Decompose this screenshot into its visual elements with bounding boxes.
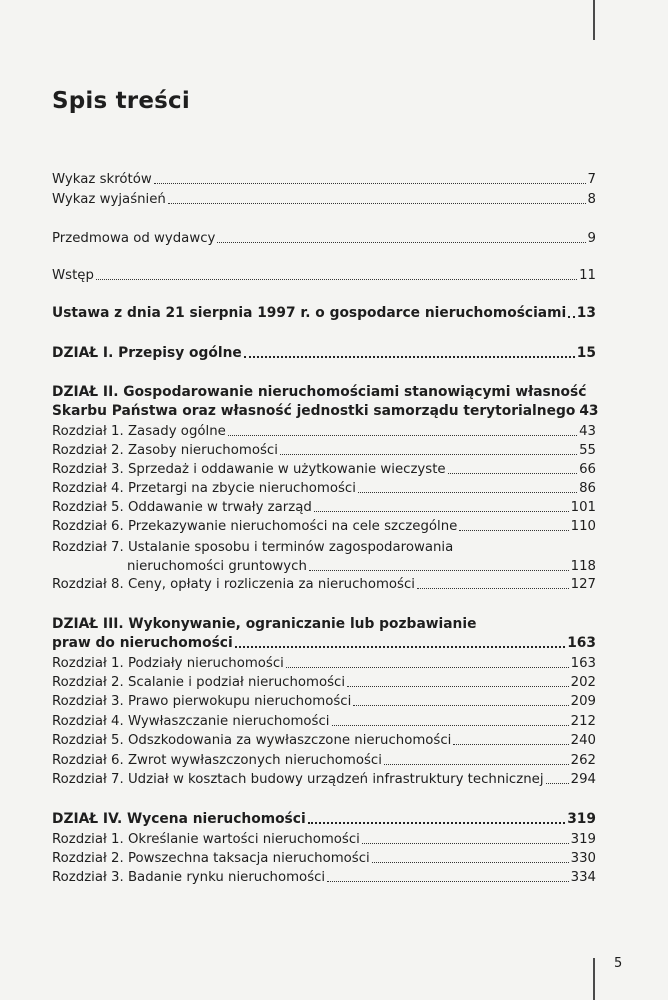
entry-title-line1: Rozdział 7. Ustalanie sposobu i terminów zagospodarowania: [52, 540, 454, 555]
entry-page: 118: [570, 559, 596, 574]
dot-leader: [347, 685, 569, 687]
entry-page: 110: [570, 519, 596, 534]
entry-page: 101: [570, 500, 596, 515]
entry-page: 294: [570, 772, 596, 787]
dot-leader: [417, 587, 569, 589]
dot-leader: [372, 861, 569, 863]
entry-title: Rozdział 5. Odszkodowania za wywłaszczone nieruchomości: [52, 733, 452, 748]
toc-entry-dzial-3-rozdzial-6: [52, 751, 596, 770]
toc-entry-dzial-3-rozdzial-1: [52, 654, 596, 673]
toc-entry-dzial-3-rozdzial-5: [52, 731, 596, 750]
dot-leader: [459, 529, 568, 531]
dot-leader: [327, 880, 568, 882]
entry-page: 330: [570, 851, 596, 866]
dot-leader: [228, 434, 577, 436]
toc-entry-dzial-1: [52, 344, 596, 363]
entry-title: Rozdział 8. Ceny, opłaty i rozliczenia za nieruchomości: [52, 577, 415, 592]
toc-entry-dzial-4-rozdzial-2: [52, 849, 596, 868]
toc-entry-dzial-4-rozdzial-3: [52, 868, 596, 887]
toc-entry-dzial-2-rozdzial-8: [52, 575, 596, 594]
entry-title-line1: DZIAŁ III. Wykonywanie, ograniczanie lub pozbawianie: [52, 616, 477, 632]
toc-entry-dzial-2-rozdzial-1: [52, 422, 596, 441]
dot-leader: [235, 645, 566, 648]
dot-leader: [353, 704, 568, 706]
toc-entry-introduction: [52, 266, 596, 285]
dot-leader: [453, 743, 568, 745]
entry-title: Ustawa z dnia 21 sierpnia 1997 r. o gospodarce nieruchomościami: [52, 305, 567, 321]
toc-entry-dzial-2-rozdzial-3: [52, 460, 596, 479]
dot-leader: [546, 782, 569, 784]
entry-page: 11: [579, 268, 596, 283]
entry-page: 334: [570, 870, 596, 885]
toc-entry-dzial-3-rozdzial-2: [52, 673, 596, 692]
dot-leader: [244, 355, 575, 358]
toc-entry-dzial-3-rozdzial-7: [52, 770, 596, 789]
toc-entry-dzial-3-rozdzial-3: [52, 692, 596, 711]
entry-title: praw do nieruchomości: [52, 635, 233, 651]
entry-page: 55: [579, 443, 596, 458]
dot-leader: [154, 182, 586, 184]
entry-title: Rozdział 7. Udział w kosztach budowy urządzeń infrastruktury technicznej: [52, 772, 544, 787]
entry-page: 319: [567, 811, 596, 827]
toc-entry-dzial-4-rozdzial-1: [52, 830, 596, 849]
entry-title: DZIAŁ IV. Wycena nieruchomości: [52, 811, 306, 827]
entry-title: Rozdział 6. Przekazywanie nieruchomości na cele szczególne: [52, 519, 458, 534]
entry-page: 9: [587, 231, 596, 246]
entry-page: 8: [587, 192, 596, 207]
entry-title: Wykaz skrótów: [52, 172, 152, 187]
entry-title: Rozdział 3. Sprzedaż i oddawanie w użytkowanie wieczyste: [52, 462, 446, 477]
entry-page: 163: [567, 635, 596, 651]
toc-entry-dzial-4: [52, 810, 596, 829]
entry-page: 7: [587, 172, 596, 187]
toc-entry-dzial-3: [52, 615, 596, 653]
dot-leader: [280, 453, 577, 455]
dot-leader: [217, 241, 585, 243]
entry-page: 202: [570, 675, 596, 690]
entry-page: 13: [576, 305, 596, 321]
page-number: 5: [614, 956, 623, 971]
entry-title: Rozdział 1. Podziały nieruchomości: [52, 656, 284, 671]
dot-leader: [308, 821, 566, 824]
entry-title: Rozdział 5. Oddawanie w trwały zarząd: [52, 500, 312, 515]
toc-entry-explanations: [52, 190, 596, 209]
entry-title: Rozdział 4. Wywłaszczanie nieruchomości: [52, 714, 330, 729]
toc-entry-dzial-2: [52, 383, 599, 421]
toc-entry-dzial-2-rozdzial-6: [52, 517, 596, 536]
entry-title: DZIAŁ I. Przepisy ogólne: [52, 345, 242, 361]
entry-page: 262: [570, 753, 596, 768]
entry-title: Skarbu Państwa oraz własność jednostki samorządu terytorialnego: [52, 403, 576, 419]
entry-title-line1: DZIAŁ II. Gospodarowanie nieruchomościami stanowiącymi własność: [52, 384, 587, 400]
dot-leader: [286, 666, 569, 668]
dot-leader: [309, 569, 569, 571]
top-margin-rule: [593, 0, 595, 40]
toc-entry-dzial-2-rozdzial-4: [52, 479, 596, 498]
entry-page: 163: [570, 656, 596, 671]
dot-leader: [362, 842, 569, 844]
entry-title: Wstęp: [52, 268, 94, 283]
entry-page: 43: [579, 424, 596, 439]
toc-entry-abbreviations: [52, 170, 596, 189]
dot-leader: [332, 724, 569, 726]
entry-title: Rozdział 6. Zwrot wywłaszczonych nieruchomości: [52, 753, 382, 768]
dot-leader: [448, 472, 577, 474]
toc-entry-dzial-2-rozdzial-2: [52, 441, 596, 460]
dot-leader: [96, 278, 577, 280]
toc-entry-dzial-2-rozdzial-5: [52, 498, 596, 517]
entry-page: 127: [570, 577, 596, 592]
toc-entry-foreword: [52, 229, 596, 248]
entry-title: Rozdział 1. Zasady ogólne: [52, 424, 226, 439]
entry-page: 86: [579, 481, 596, 496]
entry-page: 212: [570, 714, 596, 729]
entry-title: Rozdział 2. Zasoby nieruchomości: [52, 443, 278, 458]
dot-leader: [384, 763, 569, 765]
entry-page: 43: [579, 403, 599, 419]
entry-title: Rozdział 3. Prawo pierwokupu nieruchomości: [52, 694, 352, 709]
entry-title: nieruchomości gruntowych: [127, 559, 307, 574]
entry-page: 240: [570, 733, 596, 748]
entry-title: Przedmowa od wydawcy: [52, 231, 216, 246]
dot-leader: [358, 491, 577, 493]
entry-title: Rozdział 4. Przetargi na zbycie nieruchomości: [52, 481, 356, 496]
toc-entry-act: [52, 304, 596, 323]
toc-heading: Spis treści: [52, 88, 190, 114]
toc-entry-dzial-2-rozdzial-7: [52, 538, 596, 576]
entry-title: Wykaz wyjaśnień: [52, 192, 166, 207]
entry-page: 209: [570, 694, 596, 709]
toc-entry-dzial-3-rozdzial-4: [52, 712, 596, 731]
bottom-margin-rule: [593, 958, 595, 1000]
dot-leader: [314, 510, 569, 512]
entry-title: Rozdział 2. Scalanie i podział nieruchomości: [52, 675, 346, 690]
entry-page: 66: [579, 462, 596, 477]
entry-title: Rozdział 2. Powszechna taksacja nieruchomości: [52, 851, 370, 866]
entry-title: Rozdział 3. Badanie rynku nieruchomości: [52, 870, 326, 885]
entry-page: 319: [570, 832, 596, 847]
entry-title: Rozdział 1. Określanie wartości nieruchomości: [52, 832, 360, 847]
dot-leader: [168, 202, 586, 204]
dot-leader: [568, 315, 575, 318]
entry-page: 15: [576, 345, 596, 361]
